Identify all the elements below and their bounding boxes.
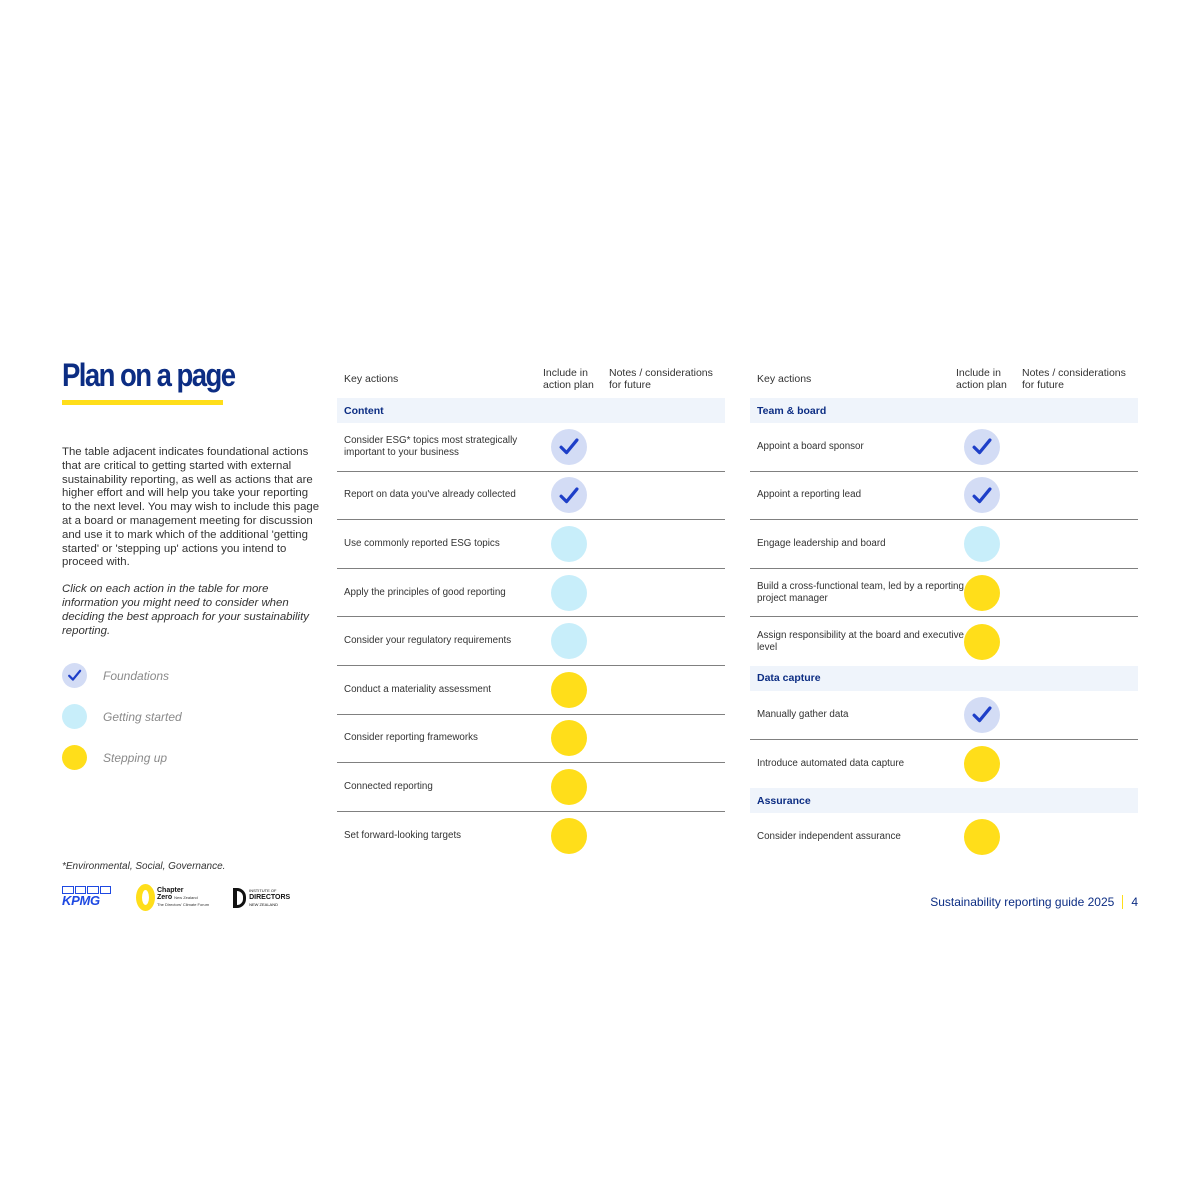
checkmark-circle-icon <box>964 429 1000 465</box>
action-row[interactable] <box>750 813 1138 862</box>
yellow-circle-icon <box>551 720 587 756</box>
action-link[interactable]: Use commonly reported ESG topics <box>344 537 500 549</box>
legend-item-stepping <box>62 737 320 778</box>
table-header <box>337 360 725 398</box>
light-blue-circle-icon <box>551 526 587 562</box>
checkmark-circle-icon <box>551 477 587 513</box>
yellow-circle-icon <box>551 769 587 805</box>
action-row[interactable] <box>750 569 1138 618</box>
action-link[interactable]: Connected reporting <box>344 780 433 792</box>
include-cell <box>964 429 1000 465</box>
include-cell <box>551 623 587 659</box>
yellow-circle-icon <box>964 575 1000 611</box>
include-cell <box>551 429 587 465</box>
action-link[interactable]: Consider independent assurance <box>757 831 901 843</box>
yellow-circle-icon <box>964 746 1000 782</box>
action-row[interactable] <box>750 740 1138 789</box>
section-header: Team & board <box>750 398 1138 423</box>
include-cell <box>964 624 1000 660</box>
action-link[interactable]: Introduce automated data capture <box>757 757 905 769</box>
action-link[interactable]: Apply the principles of good reporting <box>344 586 506 598</box>
include-cell <box>551 575 587 611</box>
light-blue-circle-icon <box>62 704 87 729</box>
section-header: Content <box>337 398 725 423</box>
click-hint: Click on each action in the table for more information you might need to consider when deciding the best approach for your sustainability reporting. <box>62 583 309 637</box>
action-link[interactable]: Engage leadership and board <box>757 537 886 549</box>
include-cell <box>964 575 1000 611</box>
action-row[interactable] <box>750 617 1138 666</box>
header-key-actions: Key actions <box>757 373 812 385</box>
include-cell <box>964 697 1000 733</box>
action-row[interactable] <box>337 423 725 472</box>
include-cell <box>551 720 587 756</box>
include-cell <box>551 477 587 513</box>
intro-text: The table adjacent indicates foundational actions that are critical to getting started with external sustainability reporting, as well as actions that are higher effort and will help you take your reporting to the next level. You may wish to include this page at a board or management meeting for discussion and use it to mark which of the additional 'getting started' or 'stepping up' actions you intend to proceed with. <box>62 446 320 569</box>
title-underline <box>62 400 223 405</box>
checkmark-circle-icon <box>964 477 1000 513</box>
include-cell <box>551 526 587 562</box>
legend-item-foundations <box>62 655 320 696</box>
action-row[interactable] <box>337 520 725 569</box>
kpmg-logo: KPMG <box>62 886 112 910</box>
actions-table-right <box>750 360 1138 862</box>
action-row[interactable] <box>337 569 725 618</box>
yellow-circle-icon <box>964 819 1000 855</box>
action-link[interactable]: Report on data you've already collected <box>344 489 516 501</box>
header-key-actions: Key actions <box>344 373 399 385</box>
action-row[interactable] <box>337 617 725 666</box>
action-row[interactable] <box>337 812 725 861</box>
legend-label: Stepping up <box>103 750 168 765</box>
action-link[interactable]: Conduct a materiality assessment <box>344 683 492 695</box>
action-row[interactable] <box>337 715 725 764</box>
action-link[interactable]: Appoint a board sponsor <box>757 440 864 452</box>
include-cell <box>964 526 1000 562</box>
institute-of-directors-logo: INSTITUTE OF DIRECTORS NEW ZEALAND <box>233 887 290 908</box>
action-link[interactable]: Consider your regulatory requirements <box>344 635 512 647</box>
footnote: *Environmental, Social, Governance. <box>62 861 226 872</box>
action-link[interactable]: Consider reporting frameworks <box>344 732 478 744</box>
yellow-circle-icon <box>964 624 1000 660</box>
include-cell <box>964 746 1000 782</box>
header-notes: Notes / considerations for future <box>609 367 713 391</box>
action-link[interactable]: Consider ESG* topics most strategically important to your business <box>344 434 518 458</box>
page-footer <box>930 895 1138 909</box>
partner-logos <box>62 884 290 911</box>
action-row[interactable] <box>750 691 1138 740</box>
footer-title: Sustainability reporting guide 2025 <box>930 895 1115 909</box>
action-row[interactable] <box>750 520 1138 569</box>
include-cell <box>551 818 587 854</box>
action-link[interactable]: Manually gather data <box>757 708 849 720</box>
action-link[interactable]: Assign responsibility at the board and executive level <box>757 629 964 653</box>
action-link[interactable]: Build a cross-functional team, led by a reporting project manager <box>757 580 964 604</box>
header-include: Include in action plan <box>956 367 1007 391</box>
checkmark-circle-icon <box>551 429 587 465</box>
actions-table-left <box>337 360 725 860</box>
checkmark-circle-icon <box>62 663 87 688</box>
yellow-circle-icon <box>551 818 587 854</box>
header-include: Include in action plan <box>543 367 594 391</box>
include-cell <box>551 769 587 805</box>
action-row[interactable] <box>750 423 1138 472</box>
light-blue-circle-icon <box>551 575 587 611</box>
chapter-zero-logo: Chapter Zero New Zealand The Directors' Climate Forum <box>136 884 209 911</box>
legend-item-getting <box>62 696 320 737</box>
include-cell <box>551 672 587 708</box>
section-header: Data capture <box>750 666 1138 691</box>
action-link[interactable]: Appoint a reporting lead <box>757 489 862 501</box>
legend-label: Getting started <box>103 709 182 724</box>
page-title: Plan on a page <box>62 357 235 393</box>
legend-label: Foundations <box>103 668 170 683</box>
yellow-circle-icon <box>62 745 87 770</box>
intro-panel <box>62 355 320 778</box>
header-notes: Notes / considerations for future <box>1022 367 1126 391</box>
legend <box>62 655 320 778</box>
include-cell <box>964 477 1000 513</box>
action-link[interactable]: Set forward-looking targets <box>344 830 462 842</box>
section-header: Assurance <box>750 788 1138 813</box>
table-header <box>750 360 1138 398</box>
include-cell <box>964 819 1000 855</box>
action-row[interactable] <box>750 472 1138 521</box>
page-number: 4 <box>1131 895 1138 909</box>
checkmark-circle-icon <box>964 697 1000 733</box>
action-row[interactable] <box>337 666 725 715</box>
light-blue-circle-icon <box>964 526 1000 562</box>
yellow-circle-icon <box>551 672 587 708</box>
action-row[interactable] <box>337 472 725 521</box>
action-row[interactable] <box>337 763 725 812</box>
light-blue-circle-icon <box>551 623 587 659</box>
